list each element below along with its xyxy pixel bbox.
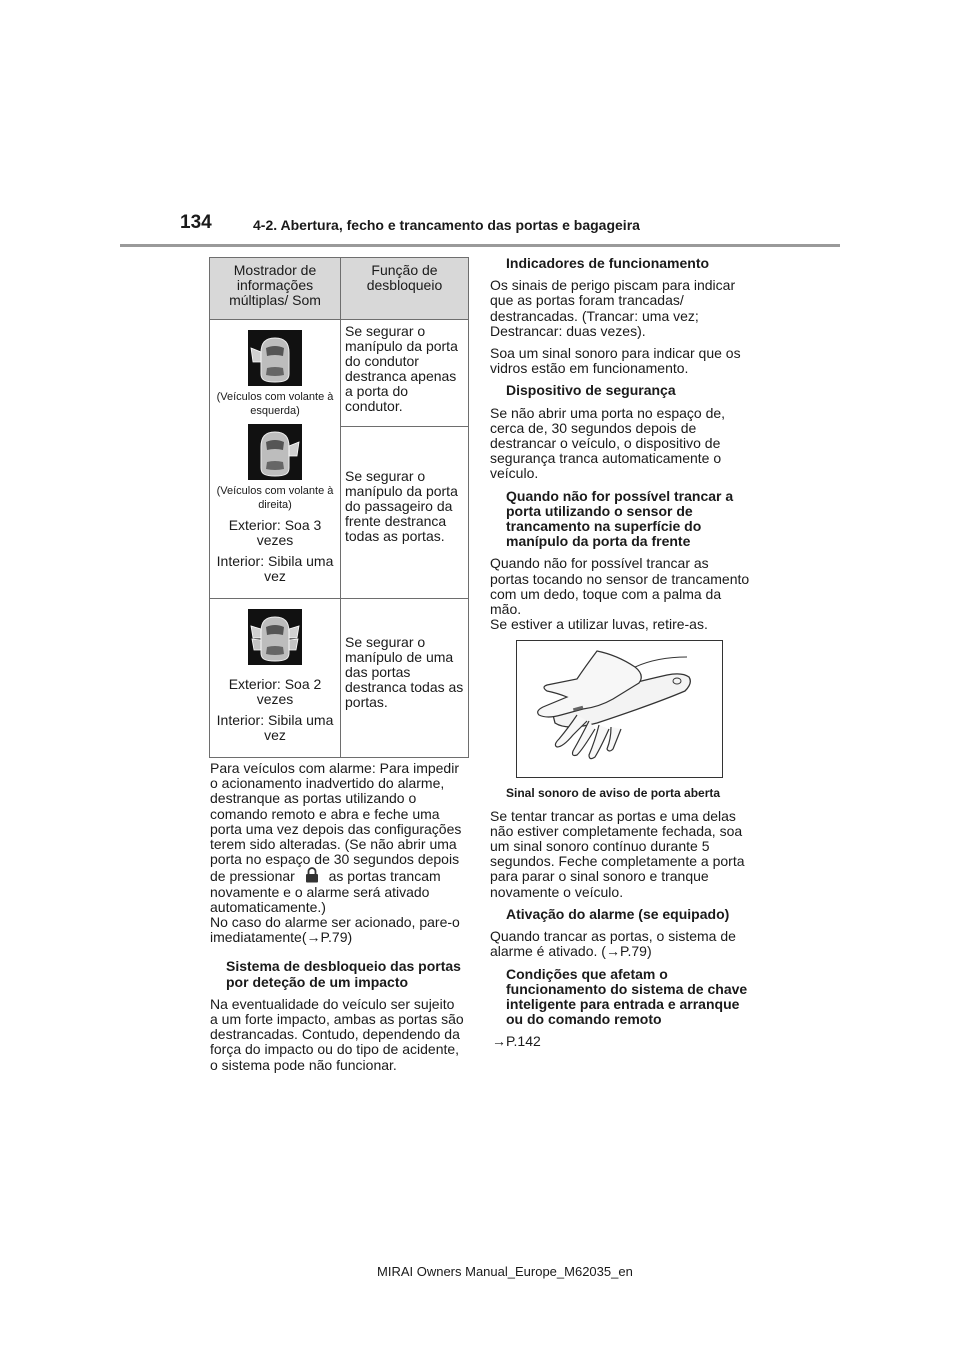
right-column [490,256,750,1057]
impact-heading: Sistema de desbloqueio das portas por deteção de um impacto [226,958,461,990]
alarm-text-1: Para veículos com alarme: Para impedir o acionamento inadvertido do alarme, destranque as portas utilizando o comando remoto e abra e feche uma porta uma vez depois das configurações terem sido alteradas. (Se não abrir uma porta no espaço de 30 segundos depois de pressionar [210,760,462,885]
sensor-text-1: Quando não for possível trancar as portas tocando no sensor de trancamento com um dedo, toque com a palma da mão. [490,555,750,618]
impact-text: Na eventualidade do veículo ser sujeito a um forte impacto, ambas as portas são destrancadas. Contudo, dependendo da força do impacto ou do tipo de acidente, o sistema pode não funcionar. [210,995,464,1073]
left-column [210,761,466,1080]
table-header-display: Mostrador de informações múltiplas/ Som [210,258,341,320]
car-all-doors-open-icon [248,609,302,665]
steering-right-caption: (Veículos com volante à direita) [216,485,334,511]
sensor-paragraph [490,556,750,632]
table-row [210,320,469,427]
exterior-sound-text: Exterior: Soa 2 vezes [228,676,322,707]
page-number: 134 [180,212,212,233]
sensor-text-2: Se estiver a utilizar luvas, retire-as. [490,616,708,633]
alarm-heading: Ativação do alarme (se equipado) [506,905,730,922]
alarm-paragraph [210,761,466,945]
safety-heading: Dispositivo de segurança [506,382,676,399]
sensor-heading: Quando não for possível trancar a porta utilizando o sensor de trancamento na superfície do manípulo da porta da frente [506,487,734,550]
steering-left-caption: (Veículos com volante à esquerda) [216,391,334,417]
function-cell-driver-door: Se segurar o manípulo da porta do condutor destranca apenas a porta do condutor. [341,320,469,427]
header-divider [120,244,840,247]
buzzer-text: Se tentar trancar as portas e uma delas não estiver completamente fechada, soa um sinal sonoro contínuo durante 5 segundos. Feche completamente a porta para parar o sinal sonoro e tranque novamente o veículo. [490,807,745,900]
safety-text: Se não abrir uma porta no espaço de, cerca de, 30 segundos depois de destrancar o veículo, o dispositivo de segurança tranca automaticamente o veículo. [490,404,726,482]
display-cell-driver-door [210,320,341,599]
footer-text: MIRAI Owners Manual_Europe_M62035_en [377,1264,633,1279]
conditions-reference: →P.142 [492,1033,541,1050]
hand-on-door-handle-illustration [516,640,723,778]
lock-icon [305,867,319,883]
alarm-text-3: No caso do alarme ser acionado, pare-o imediatamente(→P.79) [210,914,460,946]
alarm-text: Quando trancar as portas, o sistema de alarme é ativado. (→P.79) [490,928,736,960]
interior-sound-text: Interior: Sibila uma vez [216,712,334,743]
alarm-text-2: as portas trancam novamente e o alarme será ativado automaticamente.) [210,868,441,915]
exterior-sound-text: Exterior: Soa 3 vezes [228,517,322,548]
table-row [210,599,469,758]
indicators-text-1: Os sinais de perigo piscam para indicar que as portas foram trancadas/ destrancadas. (Trancar: uma vez; Destrancar: duas vezes). [490,277,736,339]
indicators-text-2: Soa um sinal sonoro para indicar que os vidros estão em funcionamento. [490,345,741,377]
conditions-heading: Condições que afetam o funcionamento do sistema de chave inteligente para entrada e arranque ou do comando remoto [506,965,748,1028]
section-title: 4-2. Abertura, fecho e trancamento das portas e bagageira [253,217,640,233]
indicators-heading: Indicadores de funcionamento [506,255,710,271]
unlock-function-table [209,257,469,758]
buzzer-heading: Sinal sonoro de aviso de porta aberta [506,786,721,801]
function-cell-passenger-door: Se segurar o manípulo da porta do passageiro da frente destranca todas as portas. [341,427,469,599]
table-header-row [210,258,469,320]
function-cell-any-door: Se segurar o manípulo de uma das portas destranca todas as portas. [341,599,469,758]
table-header-function: Função de desbloqueio [341,258,469,320]
car-driver-door-open-icon [248,330,302,386]
interior-sound-text: Interior: Sibila uma vez [216,553,334,584]
display-cell-all-doors [210,599,341,758]
car-passenger-door-open-icon [248,424,302,480]
